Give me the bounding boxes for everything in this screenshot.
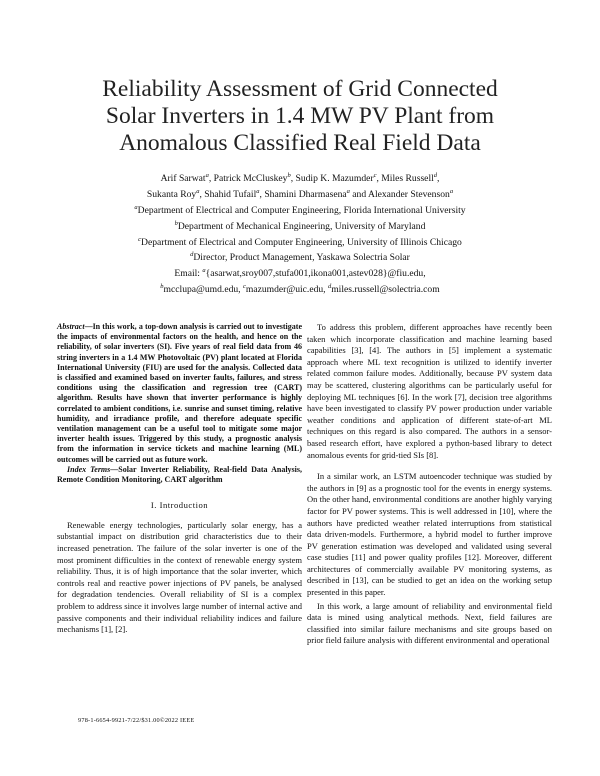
author-name: Arif Sarwat <box>160 173 206 185</box>
index-terms <box>57 465 302 485</box>
email-text: mcclupa@umd.edu, <box>163 284 243 296</box>
affiliation-mark: b <box>287 172 291 179</box>
author-name: Shamini Dharmasena <box>264 189 347 201</box>
separator: , <box>290 173 296 185</box>
affiliation-mark: c <box>242 283 246 291</box>
affiliation-mark: c <box>373 172 377 179</box>
affiliation-mark: a <box>202 267 206 275</box>
left-column <box>57 322 302 636</box>
affiliation-mark: a <box>196 187 200 195</box>
right-paragraph-3: In this work, a large amount of reliability and environmental field data is mined using analytical methods. Next, field failures are classified into similar failure mechanisms and site groups based on prior field failure analysis with different environmental and operational <box>307 600 552 646</box>
affiliation-a <box>60 202 540 218</box>
title-line-3: Anomalous Classified Real Field Data <box>119 130 481 156</box>
index-terms-text: —Solar Inverter Reliability, Real-field Data Analysis, Remote Condition Monitoring, CART algorithm <box>57 464 303 485</box>
affiliation-b <box>60 218 540 234</box>
title-line-1: Reliability Assessment of Grid Connected <box>102 76 498 102</box>
affiliation-mark: c <box>138 235 142 243</box>
abstract-lead: Abstract <box>57 322 85 331</box>
affiliation-mark: a <box>134 203 138 211</box>
right-column <box>307 322 552 647</box>
title-line-2: Solar Inverters in 1.4 MW PV Plant from <box>105 103 495 129</box>
affiliation-mark: a <box>346 187 350 195</box>
section-heading: I. Introduction <box>150 500 209 511</box>
affiliation-text: Director, Product Management, Yaskawa Solectria Solar <box>193 252 410 264</box>
affiliation-text: Department of Electrical and Computer Engineering, University of Illinois Chicago <box>141 236 462 248</box>
affiliation-mark: d <box>433 172 438 179</box>
author-line-2 <box>60 186 540 202</box>
right-paragraph-1: To address this problem, different approaches have recently been taken which incorporate classification and machine learning based capabilities [3], [4]. The authors in [5] implement a systematic approach where ML text recognition is utilized to identify inverter related common failure modes. Additionally, because PV system data may be scattered, clustering algorithms can be particularly useful for deploying ML techniques [6]. In the work [7], decision tree algorithms have been investigated to classify PV power production under variable weather conditions and application of different state-of-art ML techniques on this regard is also compared. The authors in a sensor-based research effort, have explored a python-based library to detect anomalous events for grid-tied SIs [8]. <box>307 322 552 460</box>
affiliation-mark: d <box>190 251 194 259</box>
affiliation-mark: d <box>327 283 332 291</box>
author-line-1 <box>60 170 540 186</box>
email-line-1 <box>60 265 540 281</box>
author-name: Shahid Tufail <box>204 189 257 201</box>
author-name: Sukanta Roy <box>146 189 197 201</box>
separator: and <box>349 189 369 201</box>
separator: , <box>437 173 440 185</box>
affiliation-mark: a <box>256 187 260 195</box>
affiliation-mark: a <box>205 172 209 179</box>
author-name: Sudip K. Mazumder <box>295 173 374 185</box>
affiliation-text: Department of Mechanical Engineering, University of Maryland <box>177 220 426 232</box>
separator: , <box>199 189 205 201</box>
intro-paragraph-1: Renewable energy technologies, particularly solar energy, has a substantial impact on distribution grid characteristics due to their increased penetration. The failure of the solar inverter is one of the most prominent difficulties in the context of renewable energy system reliability. Thus, it is of high importance that the solar inverter, which controls real and reactive power injections of PV panels, be analysed for degradation tendencies. Overall reliability of SI is a complex problem to address since it involves large number of internal active and passive components and their individual reliability indices and failure mechanisms [1], [2]. <box>57 519 302 635</box>
author-name: Miles Russell <box>381 173 434 185</box>
affiliation-mark: b <box>160 283 164 291</box>
index-terms-lead: Index Terms <box>67 464 111 474</box>
affiliation-d <box>60 249 540 265</box>
affiliation-mark: a <box>449 187 454 195</box>
email-label: Email: <box>174 268 203 280</box>
email-text: {asarwat,sroy007,stufa001,ikona001,astev028}@fiu.edu, <box>205 268 426 280</box>
separator: , <box>376 173 382 185</box>
author-block <box>60 170 540 297</box>
email-text: miles.russell@solectria.com <box>331 284 440 296</box>
separator: , <box>259 189 265 201</box>
copyright-footer: 978-1-6654-9921-7/22/$31.00©2022 IEEE <box>78 717 195 724</box>
author-name: Patrick McCluskey <box>213 173 288 185</box>
right-paragraph-2: In a similar work, an LSTM autoencoder technique was studied by the authors in [9] as a prognostic tool for the events in energy systems. On the other hand, environmental conditions are another highly varying factor for PV power systems. This is well addressed in [10], where the authors have predicted weather related interruptions from statistical data driven-models. Furthermore, a hybrid model to further improve PV generation estimation was developed and validated using several case studies [11] and power quality profiles [12]. Moreover, different architectures of commercially available PV monitoring systems, as described in [13], can be studied to get an idea on the working setup presented in this paper. <box>307 471 552 598</box>
affiliation-mark: b <box>174 219 178 227</box>
email-line-2 <box>60 281 540 297</box>
paper-title <box>40 76 560 157</box>
author-name: Alexander Stevenson <box>368 189 450 201</box>
abstract <box>57 322 302 465</box>
affiliation-text: Department of Electrical and Computer Engineering, Florida International University <box>137 204 466 216</box>
abstract-text: —In this work, a top-down analysis is carried out to investigate the impacts of environmental factors on the health, and hence on the reliability, of solar inverters (SI). Five years of real field data from 46 string inverters in a 1.4 MW Photovoltaic (PV) plant located at Florida International University (FIU) are used for the analysis. Collected data is classified and examined based on inverter faults, failures, and stress conditions using the classification and regression tree (CART) algorithm. Results have shown that inverter performance is highly correlated to ambient conditions, i.e. sunrise and sunset timing, relative humidity, and irradiance profile, and therefore adequate specific ventilation management can be a useful tool to mitigate some major inverter health issues. Triggered by this study, a prognostic analysis from the information in service tickets and machine learning (ML) outcomes will be carried out as future work. <box>57 322 302 464</box>
email-text: mazumder@uic.edu, <box>245 284 328 296</box>
affiliation-c <box>60 234 540 250</box>
separator: , <box>208 173 214 185</box>
